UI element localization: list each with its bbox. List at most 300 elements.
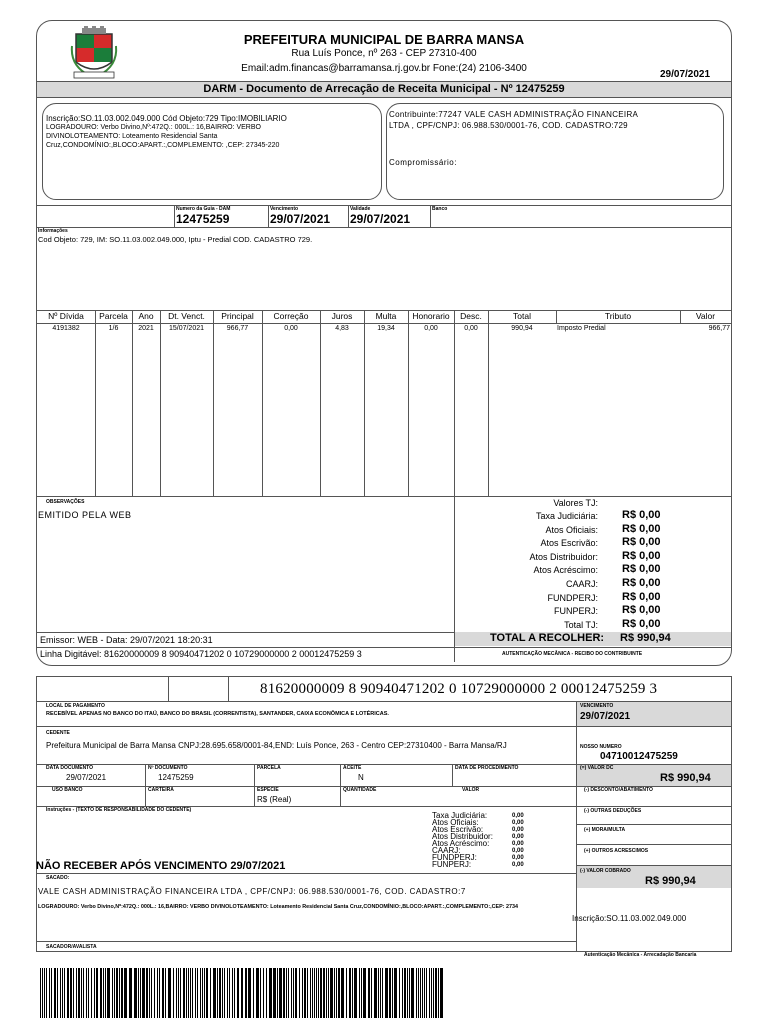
barcode-bar: [307, 968, 308, 1018]
barcode-bar: [304, 968, 306, 1018]
barcode-bar: [438, 968, 439, 1018]
barcode-bar: [291, 968, 292, 1018]
barcode-bar: [253, 968, 254, 1018]
barcode-bar: [229, 968, 230, 1018]
barcode-bar: [168, 968, 171, 1018]
boleto-tj-value: 0,00: [512, 855, 524, 861]
divider: [37, 205, 731, 206]
barcode-bar: [204, 968, 205, 1018]
table-cell: 966,77: [226, 325, 249, 332]
table-cell: 1/6: [108, 325, 119, 332]
barcode-bar: [57, 968, 58, 1018]
tj-item-value: R$ 0,00: [622, 549, 661, 562]
other-additions-label: (+) OUTROS ACRESCIMOS: [584, 848, 649, 854]
city-hall-contact: Email:adm.financas@barramansa.rj.gov.br Fone:(24) 2106-3400: [241, 63, 527, 74]
barcode: [40, 968, 450, 1018]
taxpayer-line-1: Contribuinte:77247 VALE CASH ADMINISTRAÇÃO FINANCEIRA: [389, 110, 639, 119]
linha-digitavel: Linha Digitável: 81620000009 8 90940471202 0 10729000000 2 00012475259 3: [40, 649, 362, 659]
table-header: Honorario: [412, 311, 450, 321]
barcode-bar: [352, 968, 353, 1018]
boleto-due-date-label: VENCIMENTO: [580, 703, 614, 709]
boleto-tj-label: FUNDPERJ:: [432, 853, 477, 862]
boleto-tj-label: Atos Oficiais:: [432, 818, 479, 827]
barcode-bar: [402, 968, 403, 1018]
barcode-bar: [190, 968, 191, 1018]
barcode-bar: [279, 968, 282, 1018]
parcela-label: PARCELA: [257, 765, 281, 771]
boleto-due-date: 29/07/2021: [580, 711, 631, 722]
boleto-linha-digitavel: 81620000009 8 90940471202 0 10729000000 2 00012475259 3: [260, 681, 658, 697]
divider: [37, 496, 731, 497]
compromissario-label: Compromissário:: [389, 158, 457, 167]
barcode-bar: [180, 968, 181, 1018]
barcode-bar: [286, 968, 287, 1018]
table-cell: Imposto Predial: [557, 325, 606, 332]
barcode-bar: [46, 968, 47, 1018]
divider: [268, 205, 269, 227]
barcode-bar: [354, 968, 357, 1018]
barcode-bar: [116, 968, 118, 1018]
sacado: VALE CASH ADMINISTRAÇÃO FINANCEIRA LTDA , CPF/CNPJ: 06.988.530/0001-76, COD. CADASTRO:7: [38, 887, 466, 896]
barcode-bar: [302, 968, 303, 1018]
barcode-bar: [200, 968, 201, 1018]
barcode-bar: [394, 968, 397, 1018]
table-column-divider: [132, 310, 133, 496]
barcode-bar: [162, 968, 164, 1018]
carteira-label: CARTEIRA: [148, 787, 174, 793]
barcode-bar: [94, 968, 95, 1018]
barcode-bar: [316, 968, 317, 1018]
barcode-bar: [219, 968, 221, 1018]
barcode-bar: [114, 968, 115, 1018]
barcode-bar: [222, 968, 223, 1018]
doc-date-label: DATA DOCUMENTO: [46, 765, 94, 771]
avalista-label: SACADOR/AVALISTA: [46, 944, 97, 950]
barcode-bar: [134, 968, 137, 1018]
barcode-bar: [346, 968, 347, 1018]
guide-number-label: Numero da Guia - DAM: [176, 206, 231, 212]
aceite: N: [358, 773, 364, 782]
barcode-bar: [295, 968, 297, 1018]
bank-authentication-label: Autenticação Mecânica - Arrecadação Bancaria: [584, 952, 697, 958]
divider: [174, 205, 175, 227]
issue-date: 29/07/2021: [660, 69, 711, 80]
divider: [37, 873, 577, 874]
barcode-bar: [105, 968, 106, 1018]
tj-item-value: R$ 0,00: [622, 617, 661, 630]
barcode-bar: [86, 968, 87, 1018]
table-header: Parcela: [99, 311, 128, 321]
table-header: Dt. Venct.: [168, 311, 205, 321]
barcode-bar: [314, 968, 315, 1018]
divider: [254, 764, 255, 806]
table-cell: 15/07/2021: [168, 325, 205, 332]
barcode-bar: [328, 968, 329, 1018]
barcode-bar: [273, 968, 276, 1018]
property-line-4: Cruz,CONDOMÍNIO:,BLOCO:APART.:,COMPLEMENTO: ,CEP: 27345-220: [46, 142, 280, 149]
barcode-bar: [341, 968, 344, 1018]
info-text: Cod Objeto: 729, IM: SO.11.03.002.049.000, Iptu - Predial COD. CADASTRO 729.: [38, 235, 313, 244]
doc-value: R$ 990,94: [660, 772, 711, 784]
divider: [340, 764, 341, 806]
barcode-bar: [424, 968, 425, 1018]
property-line-2: LOGRADOURO: Verbo Divino,Nº:472Q.: 000L.: 16,BAIRRO: VERBO: [46, 124, 261, 131]
divider: [168, 676, 169, 701]
sacado-address: LOGRADOURO: Verbo Divino,Nº:472Q.: 000L.: 16,BAIRRO: VERBO DIVINOLOTEAMENTO: Loteamento Residencial Santa Cruz,CONDOMÍNIO:,BLOCO:APART.:,COMPLEMENTO:,CEP: 2734: [38, 904, 518, 910]
divider: [145, 764, 146, 806]
barcode-bar: [159, 968, 160, 1018]
barcode-bar: [103, 968, 104, 1018]
barcode-bar: [266, 968, 267, 1018]
barcode-bar: [426, 968, 427, 1018]
divider: [37, 323, 731, 324]
table-column-divider: [213, 310, 214, 496]
barcode-bar: [88, 968, 89, 1018]
barcode-bar: [283, 968, 285, 1018]
table-column-divider: [488, 310, 489, 496]
table-header: Desc.: [460, 311, 482, 321]
barcode-bar: [312, 968, 313, 1018]
barcode-bar: [404, 968, 406, 1018]
divider: [577, 844, 731, 845]
bank-label: Banco: [432, 206, 448, 212]
aceite-label: ACEITE: [343, 765, 362, 771]
barcode-bar: [349, 968, 351, 1018]
barcode-bar: [157, 968, 158, 1018]
barcode-bar: [197, 968, 198, 1018]
tj-item-label: Atos Acréscimo:: [533, 565, 598, 576]
table-header: Correção: [273, 311, 309, 321]
barcode-bar: [420, 968, 421, 1018]
barcode-bar: [73, 968, 74, 1018]
barcode-bar: [178, 968, 179, 1018]
especie: R$ (Real): [257, 795, 292, 804]
barcode-bar: [359, 968, 360, 1018]
barcode-bar: [112, 968, 113, 1018]
table-header: Principal: [221, 311, 254, 321]
tj-item-label: FUNDPERJ:: [547, 592, 598, 603]
barcode-bar: [422, 968, 423, 1018]
tj-item-label: Total TJ:: [564, 619, 598, 630]
barcode-bar: [40, 968, 41, 1018]
boleto-tj-label: Atos Distribuidor:: [432, 832, 493, 841]
doc-number: 12475259: [158, 773, 194, 782]
barcode-bar: [188, 968, 189, 1018]
bank-use-label: USO BANCO: [52, 787, 83, 793]
barcode-bar: [183, 968, 185, 1018]
table-header: Valor: [695, 311, 716, 321]
barcode-bar: [323, 968, 325, 1018]
boleto-tj-value: 0,00: [512, 848, 524, 854]
boleto-tj-value: 0,00: [512, 820, 524, 826]
barcode-bar: [326, 968, 327, 1018]
table-column-divider: [364, 310, 365, 496]
barcode-bar: [411, 968, 414, 1018]
property-line-1: Inscrição:SO.11.03.002.049.000 Cód Objeto:729 Tipo:IMOBILIARIO: [46, 114, 287, 123]
divider: [452, 764, 453, 786]
tj-item-value: R$ 0,00: [622, 509, 661, 521]
barcode-bar: [389, 968, 391, 1018]
barcode-bar: [232, 968, 233, 1018]
barcode-bar: [119, 968, 120, 1018]
city-hall-title: PREFEITURA MUNICIPAL DE BARRA MANSA: [243, 32, 525, 47]
boleto-tj-value: 0,00: [512, 862, 524, 868]
value-label: VALOR: [462, 787, 480, 793]
tj-item-value: R$ 0,00: [622, 536, 661, 549]
barcode-bar: [192, 968, 193, 1018]
barcode-bar: [334, 968, 335, 1018]
nosso-numero: 04710012475259: [600, 751, 678, 762]
table-cell: 4,83: [335, 325, 349, 332]
barcode-bar: [202, 968, 203, 1018]
taxpayer-line-2: LTDA , CPF/CNPJ: 06.988.530/0001-76, COD. CADASTRO:729: [389, 121, 628, 130]
receipt-authentication-label: AUTENTICAÇÃO MECÂNICA - RECIBO DO CONTRIBUINTE: [502, 651, 643, 657]
tj-item-value: R$ 0,00: [622, 590, 661, 603]
barcode-bar: [245, 968, 247, 1018]
tj-item-value: R$ 0,00: [622, 604, 661, 617]
barcode-bar: [260, 968, 261, 1018]
doc-date: 29/07/2021: [66, 773, 107, 782]
barcode-bar: [176, 968, 177, 1018]
table-column-divider: [454, 310, 455, 496]
barcode-bar: [385, 968, 388, 1018]
barcode-bar: [418, 968, 419, 1018]
table-column-divider: [320, 310, 321, 496]
tj-item-label: Atos Oficiais:: [545, 524, 598, 535]
table-header: Tributo: [604, 311, 632, 321]
barcode-bar: [248, 968, 251, 1018]
barcode-bar: [70, 968, 72, 1018]
barcode-bar: [44, 968, 45, 1018]
quantity-label: QUANTIDADE: [343, 787, 377, 793]
table-header: Juros: [331, 311, 353, 321]
barcode-bar: [129, 968, 132, 1018]
barcode-bar: [368, 968, 370, 1018]
divider: [348, 205, 349, 227]
sacado-registration: Inscrição:SO.11.03.002.049.000: [572, 914, 687, 923]
payment-location-label: LOCAL DE PAGAMENTO: [46, 703, 105, 709]
barcode-bar: [195, 968, 196, 1018]
table-header: Multa: [375, 311, 397, 321]
boleto-tj-value: 0,00: [512, 827, 524, 833]
barcode-bar: [173, 968, 174, 1018]
barcode-bar: [256, 968, 259, 1018]
barcode-bar: [310, 968, 311, 1018]
barcode-bar: [96, 968, 98, 1018]
document-title-bar: DARM - Documento de Arrecação de Receita Municipal - Nº 12475259: [37, 81, 731, 98]
instructions-label: Instruções - (TEXTO DE RESPONSABILIDADE DO CEDENTE): [46, 807, 192, 813]
cedente-label: CEDENTE: [46, 730, 70, 736]
city-hall-address: Rua Luís Ponce, nº 263 - CEP 27310-400: [291, 48, 477, 59]
barcode-bar: [293, 968, 294, 1018]
barcode-bar: [409, 968, 410, 1018]
tj-item-value: R$ 0,00: [622, 522, 661, 535]
barcode-bar: [124, 968, 127, 1018]
barcode-bar: [49, 968, 50, 1018]
charged-value-label: (-) VALOR COBRADO: [580, 868, 631, 874]
tj-item-label: Atos Distribuidor:: [529, 551, 598, 562]
barcode-bar: [269, 968, 272, 1018]
validity-label: Validade: [350, 206, 371, 212]
property-line-3: DIVINOLOTEAMENTO: Loteamento Residencial Santa: [46, 133, 218, 140]
table-cell: 19,34: [377, 325, 395, 332]
barcode-bar: [277, 968, 278, 1018]
barcode-bar: [263, 968, 264, 1018]
divider: [430, 205, 431, 227]
barcode-bar: [320, 968, 322, 1018]
divider: [37, 941, 577, 942]
barcode-bar: [42, 968, 43, 1018]
observations-text: EMITIDO PELA WEB: [38, 510, 132, 520]
boleto-tj-label: Atos Escrivão:: [432, 825, 484, 834]
table-header: Nº Dívida: [48, 311, 84, 321]
nosso-numero-label: NOSSO NUMERO: [580, 744, 622, 750]
barcode-bar: [154, 968, 155, 1018]
cedente: Prefeitura Municipal de Barra Mansa CNPJ:28.695.658/0001-84,END: Luís Ponce, 263 - Centro CEP:27310400 - Barra Mansa/RJ: [46, 741, 507, 750]
late-fee-label: (+) MORA/MULTA: [584, 827, 626, 833]
table-cell: 0,00: [424, 325, 438, 332]
barcode-bar: [361, 968, 362, 1018]
validity-date: 29/07/2021: [350, 212, 411, 226]
barcode-bar: [76, 968, 77, 1018]
barcode-bar: [330, 968, 333, 1018]
coat-of-arms-logo: [70, 26, 132, 82]
table-column-divider: [95, 310, 96, 496]
barcode-bar: [429, 968, 430, 1018]
tj-item-label: Taxa Judiciária:: [535, 511, 598, 521]
barcode-bar: [382, 968, 383, 1018]
table-cell: 0,00: [284, 325, 298, 332]
tj-values-title: Valores TJ:: [553, 498, 598, 508]
barcode-bar: [213, 968, 216, 1018]
barcode-bar: [54, 968, 56, 1018]
table-cell: 2021: [138, 325, 154, 332]
table-column-divider: [160, 310, 161, 496]
barcode-bar: [64, 968, 65, 1018]
boleto-tj-value: 0,00: [512, 813, 524, 819]
barcode-bar: [431, 968, 432, 1018]
barcode-bar: [60, 968, 61, 1018]
barcode-bar: [227, 968, 228, 1018]
barcode-bar: [237, 968, 239, 1018]
table-header: Total: [513, 311, 531, 321]
divider: [37, 227, 731, 228]
doc-number-label: Nº DOCUMENTO: [148, 765, 188, 771]
observations-label: OBSERVAÇÕES: [46, 499, 85, 505]
barcode-bar: [371, 968, 372, 1018]
table-header: Ano: [138, 311, 154, 321]
tj-item-label: Atos Escrivão:: [540, 538, 598, 549]
sacado-label: SACADO:: [46, 875, 70, 881]
divider: [228, 676, 229, 701]
barcode-bar: [378, 968, 379, 1018]
barcode-bar: [299, 968, 300, 1018]
table-column-divider: [408, 310, 409, 496]
due-date: 29/07/2021: [270, 212, 331, 226]
barcode-bar: [81, 968, 82, 1018]
barcode-bar: [138, 968, 139, 1018]
barcode-bar: [241, 968, 243, 1018]
tj-item-value: R$ 0,00: [622, 577, 661, 589]
barcode-bar: [338, 968, 340, 1018]
boleto-tj-label: FUNPERJ:: [432, 860, 472, 869]
barcode-bar: [392, 968, 393, 1018]
barcode-bar: [91, 968, 92, 1018]
barcode-bar: [416, 968, 417, 1018]
divider: [37, 647, 731, 648]
discount-label: (-) DESCONTO/ABATIMENTO: [584, 787, 653, 793]
other-deductions-label: (-) OUTRAS DEDUÇÕES: [584, 808, 642, 814]
barcode-bar: [140, 968, 141, 1018]
table-cell: 4191382: [52, 325, 80, 332]
charged-value: R$ 990,94: [645, 875, 696, 887]
barcode-bar: [374, 968, 377, 1018]
barcode-bar: [336, 968, 337, 1018]
barcode-bar: [399, 968, 400, 1018]
barcode-bar: [435, 968, 437, 1018]
barcode-bar: [407, 968, 408, 1018]
barcode-bar: [107, 968, 110, 1018]
barcode-bar: [149, 968, 150, 1018]
barcode-bar: [142, 968, 145, 1018]
barcode-bar: [433, 968, 434, 1018]
emissor-info: Emissor: WEB - Data: 29/07/2021 18:20:31: [40, 635, 213, 645]
do-not-accept-notice: NÃO RECEBER APÓS VENCIMENTO 29/07/2021: [36, 860, 286, 872]
barcode-bar: [78, 968, 80, 1018]
barcode-bar: [210, 968, 211, 1018]
barcode-bar: [224, 968, 225, 1018]
boleto-tj-value: 0,00: [512, 834, 524, 840]
due-date-label: Vencimento: [270, 206, 299, 212]
barcode-bar: [380, 968, 381, 1018]
process-date-label: DATA DE PROCEDIMENTO: [455, 765, 519, 771]
boleto-tj-label: CAARJ:: [432, 846, 461, 855]
especie-label: ESPECIE: [257, 787, 279, 793]
divider: [577, 824, 731, 825]
tj-item-value: R$ 0,00: [622, 563, 661, 576]
barcode-bar: [146, 968, 148, 1018]
barcode-bar: [288, 968, 289, 1018]
payment-location: RECEBÍVEL APENAS NO BANCO DO ITAÚ, BANCO DO BRASIL (CORRENTISTA), SANTANDER, CAIXA ECONÔMICA E LOTÉRICAS.: [46, 711, 389, 717]
table-cell: 0,00: [464, 325, 478, 332]
barcode-bar: [83, 968, 84, 1018]
divider: [454, 632, 455, 662]
boleto-tj-label: Taxa Judiciária:: [432, 811, 488, 820]
table-cell: 966,77: [708, 325, 730, 332]
total-value: R$ 990,94: [620, 632, 671, 644]
barcode-bar: [217, 968, 218, 1018]
boleto-tj-label: Atos Acréscimo:: [432, 839, 490, 848]
divider: [37, 726, 731, 727]
barcode-bar: [67, 968, 69, 1018]
tj-item-label: CAARJ:: [565, 579, 598, 589]
barcode-bar: [121, 968, 123, 1018]
barcode-bar: [206, 968, 208, 1018]
boleto-tj-value: 0,00: [512, 841, 524, 847]
barcode-bar: [51, 968, 52, 1018]
barcode-bar: [318, 968, 319, 1018]
barcode-bar: [186, 968, 187, 1018]
barcode-bar: [234, 968, 235, 1018]
barcode-bar: [165, 968, 166, 1018]
info-label: Informações: [38, 228, 68, 234]
table-column-divider: [262, 310, 263, 496]
barcode-bar: [440, 968, 443, 1018]
table-cell: 990,94: [511, 325, 533, 332]
barcode-bar: [62, 968, 63, 1018]
total-label: TOTAL A RECOLHER:: [490, 632, 605, 644]
barcode-bar: [151, 968, 152, 1018]
